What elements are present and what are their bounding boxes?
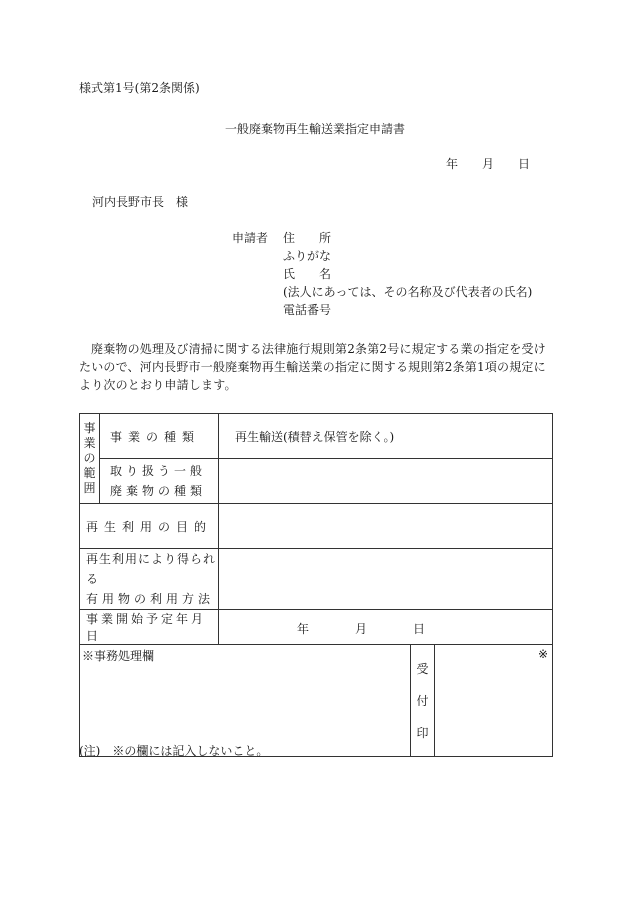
row-purpose bbox=[80, 504, 553, 549]
name-note: (法人にあっては、その名称及び代表者の氏名) bbox=[283, 285, 533, 299]
row-office bbox=[80, 645, 553, 757]
furigana-label: ふりがな bbox=[283, 249, 332, 263]
start-date-field[interactable] bbox=[219, 610, 553, 645]
business-type-label: 事業の種類 bbox=[100, 414, 219, 459]
row-waste-type bbox=[80, 459, 553, 504]
date-year: 年 bbox=[446, 157, 459, 171]
form-number: 様式第1号(第2条関係) bbox=[79, 81, 200, 95]
purpose-label: 再生利用の目的 bbox=[80, 504, 219, 549]
office-processing-cell bbox=[80, 645, 411, 757]
purpose-field[interactable] bbox=[219, 504, 553, 549]
address-label: 住 所 bbox=[283, 231, 332, 245]
office-processing-label: ※事務処理欄 bbox=[82, 649, 155, 663]
start-date-label: 事業開始予定年月日 bbox=[80, 610, 219, 645]
business-type-value[interactable]: 再生輸送(積替え保管を除く。) bbox=[219, 414, 553, 459]
applicant-label: 申請者 bbox=[232, 231, 269, 245]
row-business-type bbox=[80, 414, 553, 459]
usage-field[interactable] bbox=[219, 549, 553, 610]
receipt-label: 受 付 印 bbox=[411, 645, 435, 757]
document-title: 一般廃棄物再生輸送業指定申請書 bbox=[224, 122, 405, 136]
addressee: 河内長野市長 様 bbox=[92, 195, 189, 209]
waste-type-label: 取り扱う一般 廃棄物の種類 bbox=[100, 459, 219, 504]
date-month: 月 bbox=[482, 157, 495, 171]
receipt-mark: ※ bbox=[537, 647, 549, 661]
receipt-stamp-cell bbox=[435, 645, 553, 757]
phone-label: 電話番号 bbox=[283, 303, 332, 317]
start-month: 月 bbox=[355, 622, 368, 636]
footnote: (注) ※の欄には記入しないこと。 bbox=[79, 744, 269, 758]
row-start-date bbox=[80, 610, 553, 645]
start-year: 年 bbox=[297, 622, 310, 636]
usage-label: 再生利用により得られる 有用物の利用方法 bbox=[80, 549, 219, 610]
application-statement: 廃棄物の処理及び清掃に関する法律施行規則第2条第2号に規定する業の指定を受けたいので、河内長野市一般廃棄物再生輸送業の指定に関する規則第2条第1項の規定により次のとおり申請します。 bbox=[79, 342, 546, 392]
date-day: 日 bbox=[518, 157, 531, 171]
waste-type-field[interactable] bbox=[219, 459, 553, 504]
row-usage bbox=[80, 549, 553, 610]
name-label: 氏 名 bbox=[283, 267, 332, 281]
start-day: 日 bbox=[413, 622, 426, 636]
scope-label: 事 業 の 範 囲 bbox=[80, 414, 100, 504]
application-form-table bbox=[79, 413, 553, 757]
